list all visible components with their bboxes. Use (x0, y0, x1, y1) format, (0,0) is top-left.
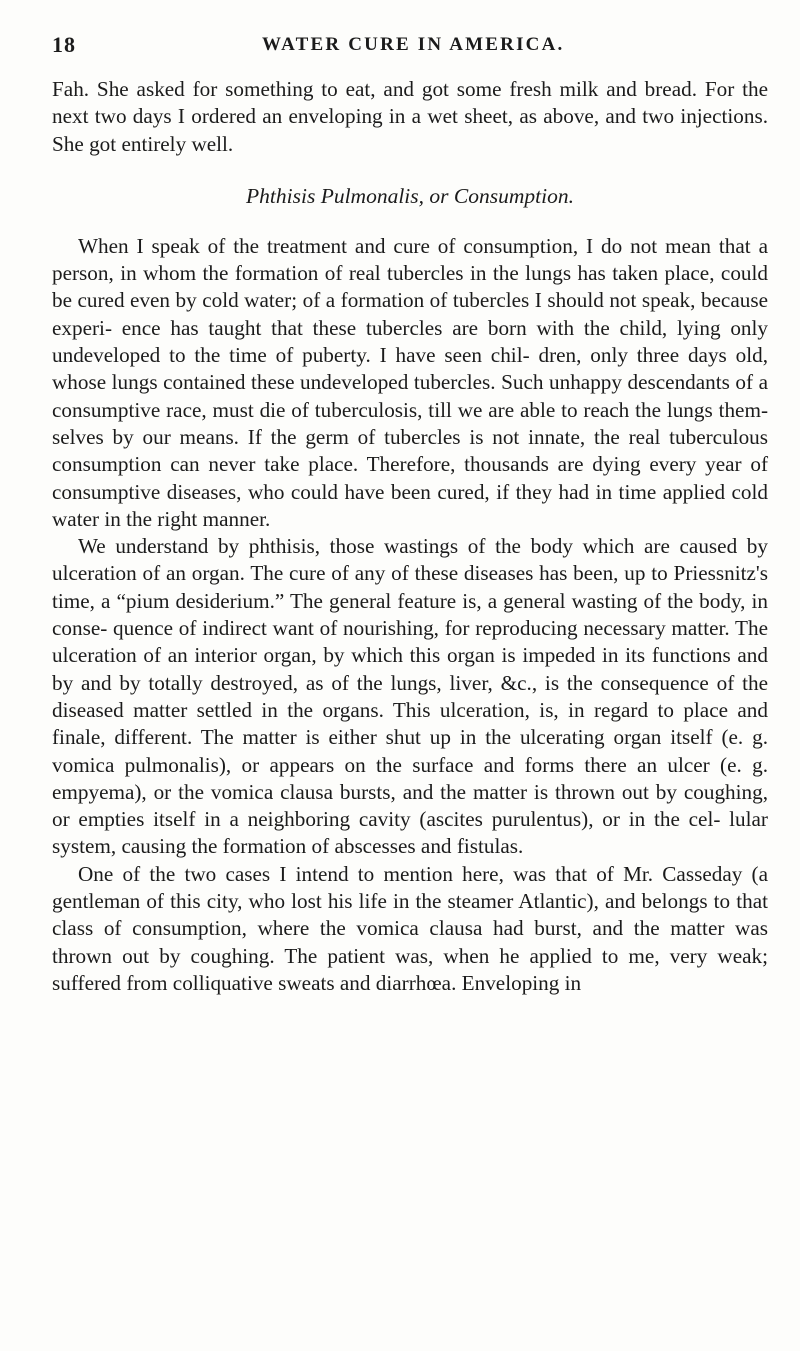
running-head: WATER CURE IN AMERICA. (262, 34, 565, 55)
body-text (52, 76, 768, 997)
page-number: 18 (52, 32, 76, 57)
section-heading: Phthisis Pulmonalis, or Consumption. (246, 183, 574, 208)
paragraph-intro: Fah. She asked for something to eat, and got some fresh milk and bread. For the next two days I ordered an enveloping in a wet sheet, as above, and two injections. She got entirely well. (52, 77, 768, 156)
paragraph-consumption-2: We understand by phthisis, those wastings of the body which are caused by ulceration of an organ. The cure of any of these diseases has been, up to Priessnitz's time, a “pium desiderium.” The general feature is, a general wasting of the body, in conse- quence of indirect want of nourishing, for reproducing necessary matter. The ulceration of an interior organ, by which this organ is impeded in its functions and by and by totally destroyed, as of the lungs, liver, &c., is the consequence of the diseased matter settled in the organs. This ulceration, is, in regard to place and finale, different. The matter is either shut up in the ulcerating organ itself (e. g. vomica pulmonalis), or appears on the surface and forms there an ulcer (e. g. empyema), or the vomica clausa bursts, and the matter is thrown out by coughing, or empties itself in a neighboring cavity (ascites purulentus), or in the cel- lular system, causing the formation of abscesses and fistulas. (52, 534, 768, 859)
page-header (52, 26, 770, 60)
paragraph-consumption-3: One of the two cases I intend to mention here, was that of Mr. Casseday (a gentleman of this city, who lost his life in the steamer Atlantic), and belongs to that class of consumption, where the vomica clausa had burst, and the matter was thrown out by coughing. The patient was, when he applied to me, very weak; suffered from colliquative sweats and diarrhœa. Enveloping in (52, 861, 768, 995)
paragraph-consumption-1: When I speak of the treatment and cure of consumption, I do not mean that a person, in whom the formation of real tubercles in the lungs has taken place, could be cured even by cold water; of a formation of tubercles I should not speak, because experi- ence has taught that these tubercles are born with the child, lying only undeveloped to the time of puberty. I have seen chil- dren, only three days old, whose lungs contained these undeveloped tubercles. Such unhappy descendants of a consumptive race, must die of tuberculosis, till we are able to reach the lungs them- selves by our means. If the germ of tubercles is not innate, the real tuberculous consumption can never take place. Therefore, thousands are dying every year of consumptive diseases, who could have been cured, if they had in time applied cold water in the right manner. (52, 233, 768, 531)
